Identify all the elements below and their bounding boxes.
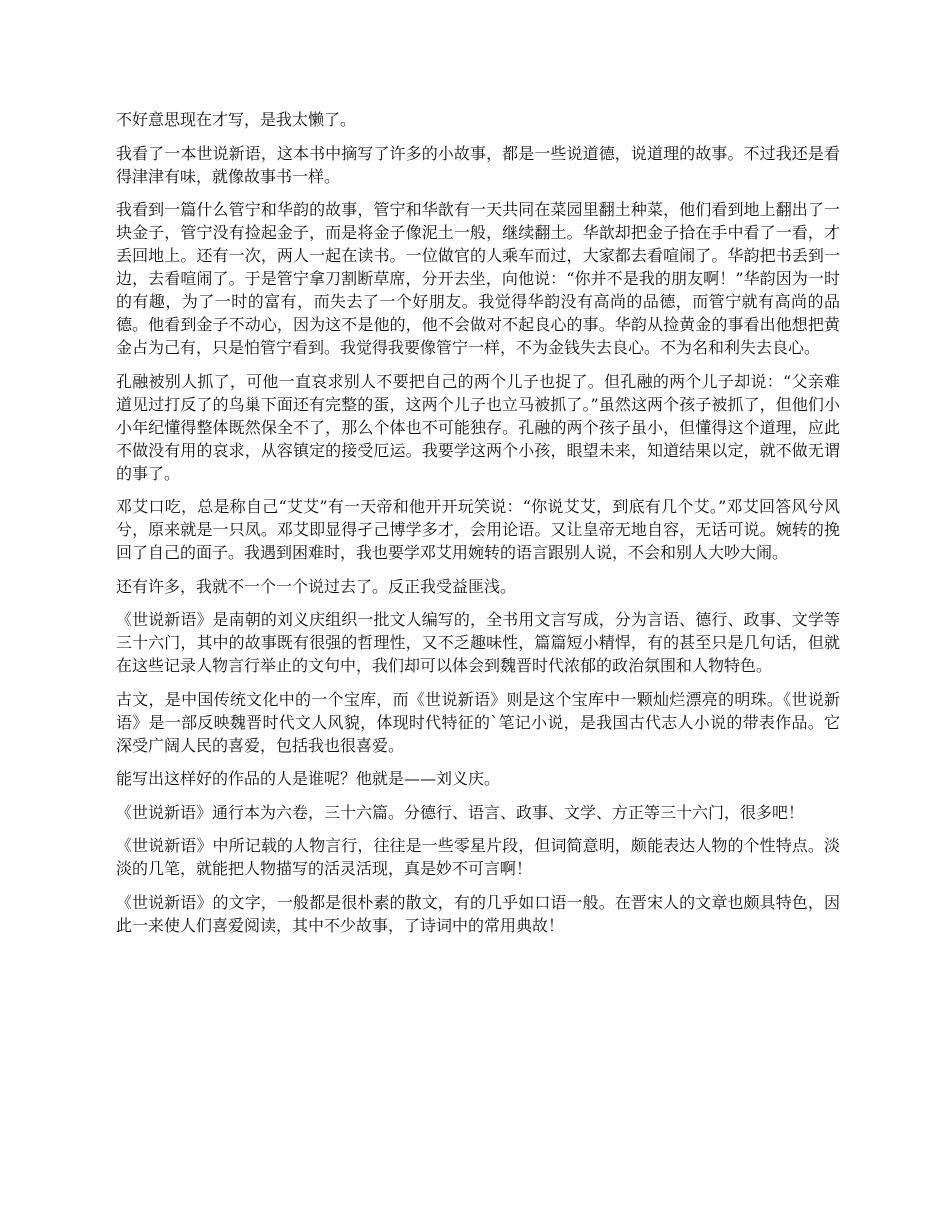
document-page (116, 108, 840, 947)
paragraph-many-more: 还有许多，我就不一个一个说过去了。反正我受益匪浅。 (116, 576, 517, 596)
paragraph-intro: 不好意思现在才写，是我太懒了。 (116, 110, 357, 129)
paragraph-author: 能写出这样好的作品的人是谁呢？他就是——刘义庆。 (116, 769, 501, 788)
paragraph-treasure: 古文，是中国传统文化中的一个宝库，而《世说新语》则是这个宝库中一颗灿烂漂亮的明珠。《世说新语》是一部反映魏晋时代文人风貌，体现时代特征的`笔记小说，是我国古代志人小说的带表作品。它深受广阔人民的喜爱，包括我也很喜爱。 (116, 689, 840, 755)
paragraph-kongrong: 孔融被别人抓了，可他一直哀求别人不要把自己的两个儿子也捉了。但孔融的两个儿子却说：“父亲难道见过打反了的鸟巢下面还有完整的蛋，这两个儿子也立马被抓了。”虽然这两个孩子被抓了，但他们小小年纪懂得整体既然保全不了，那么个体也不可能独存。孔融的两个孩子虽小，但懂得这个道理，应此不做没有用的哀求，从容镇定的接受厄运。我要学这两个小孩，眼望未来，知道结果以定，就不做无谓的事了。 (116, 371, 840, 483)
paragraph-style: 《世说新语》的文字，一般都是很朴素的散文，有的几乎如口语一般。在晋宋人的文章也颇具特色，因此一来使人们喜爱阅读，其中不少故事，了诗词中的常用典故！ (116, 892, 840, 935)
paragraph-volumes: 《世说新语》通行本为六卷，三十六篇。分德行、语言、政事、文学、方正等三十六门，很多吧！ (116, 802, 805, 822)
paragraph-book-origin: 《世说新语》是南朝的刘义庆组织一批文人编写的，全书用文言写成，分为言语、德行、政事、文学等三十六门，其中的故事既有很强的哲理性，又不乏趣味性，篇篇短小精悍，有的甚至只是几句话，但就在这些记录人物言行举止的文句中，我们却可以体会到魏晋时代浓郁的政治氛围和人物特色。 (116, 610, 840, 675)
paragraph-guanning-huaxin: 我看到一篇什么管宁和华韵的故事，管宁和华歆有一天共同在菜园里翻土种菜，他们看到地上翻出了一块金子，管宁没有捡起金子，而是将金子像泥土一般，继续翻土。华歆却把金子拾在手中看了一看，才丢回地上。还有一次，两人一起在读书。一位做官的人乘车而过，大家都去看喧闹了。华韵把书丢到一边，去看喧闹了。于是管宁拿刀割断草席，分开去坐，向他说：“你并不是我的朋友啊！”华韵因为一时的有趣，为了一时的富有，而失去了一个好朋友。我觉得华韵没有高尚的品德，而管宁就有高尚的品德。他看到金子不动心，因为这不是他的，他不会做对不起良心的事。华韵从捡黄金的事看出他想把黄金占为己有，只是怕管宁看到。我觉得我要像管宁一样，不为金钱失去良心。不为名和利失去良心。 (116, 200, 840, 357)
paragraph-characters: 《世说新语》中所记载的人物言行，往往是一些零星片段，但词简意明，颇能表达人物的个性特点。淡淡的几笔，就能把人物描写的活灵活现，真是妙不可言啊！ (116, 836, 840, 878)
paragraph-dengai: 邓艾口吃，总是称自己“艾艾”有一天帝和他开开玩笑说：“你说艾艾，到底有几个艾。”邓艾回答风兮风兮，原来就是一只凤。邓艾即显得孑己博学多才，会用论语。又让皇帝无地自容，无话可说。婉转的挽回了自己的面子。我遇到困难时，我也要学邓艾用婉转的语言跟别人说，不会和别人大吵大闹。 (116, 497, 840, 562)
paragraph-book-overview: 我看了一本世说新语，这本书中摘写了许多的小故事，都是一些说道德，说道理的故事。不过我还是看得津津有味，就像故事书一样。 (116, 143, 840, 186)
